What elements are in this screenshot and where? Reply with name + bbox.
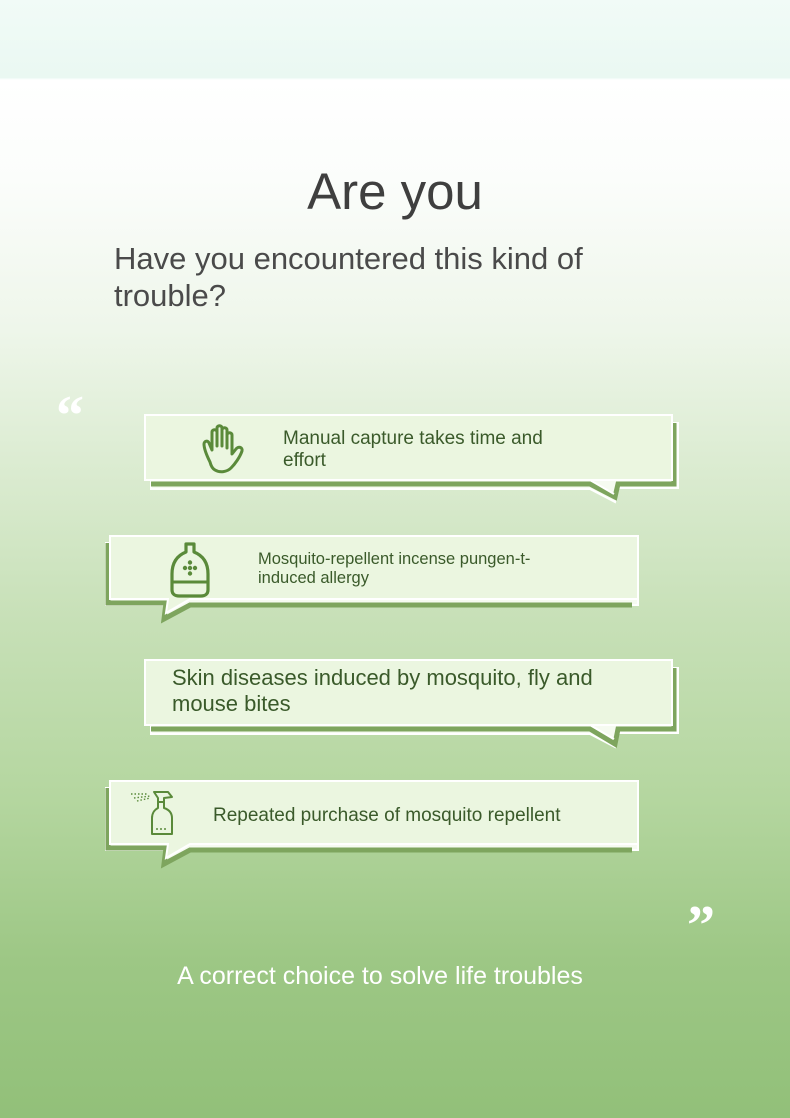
hand-icon — [196, 422, 252, 478]
incense-diffuser-icon — [168, 540, 212, 598]
close-quote-icon: ” — [687, 895, 715, 957]
trouble-bubble-repeated-purchase — [104, 780, 640, 872]
trouble-text: Manual capture takes time and effort — [283, 428, 543, 471]
page-subtitle: Have you encountered this kind of trouble? — [114, 241, 583, 313]
trouble-text: Skin diseases induced by mosquito, fly and mouse bites — [172, 665, 593, 716]
trouble-text: Mosquito-repellent incense pungen-t-induced allergy — [258, 550, 531, 587]
trouble-text: Repeated purchase of mosquito repellent — [213, 805, 561, 826]
trouble-bubble-manual-capture — [144, 414, 678, 504]
trouble-bubble-incense-allergy — [104, 535, 640, 627]
spray-bottle-icon — [128, 788, 178, 838]
top-band — [0, 0, 790, 78]
page-title: Are you — [307, 163, 483, 220]
open-quote-icon: “ — [56, 385, 84, 447]
footer-tagline: A correct choice to solve life troubles — [177, 962, 583, 990]
trouble-bubble-skin-diseases — [144, 659, 678, 751]
